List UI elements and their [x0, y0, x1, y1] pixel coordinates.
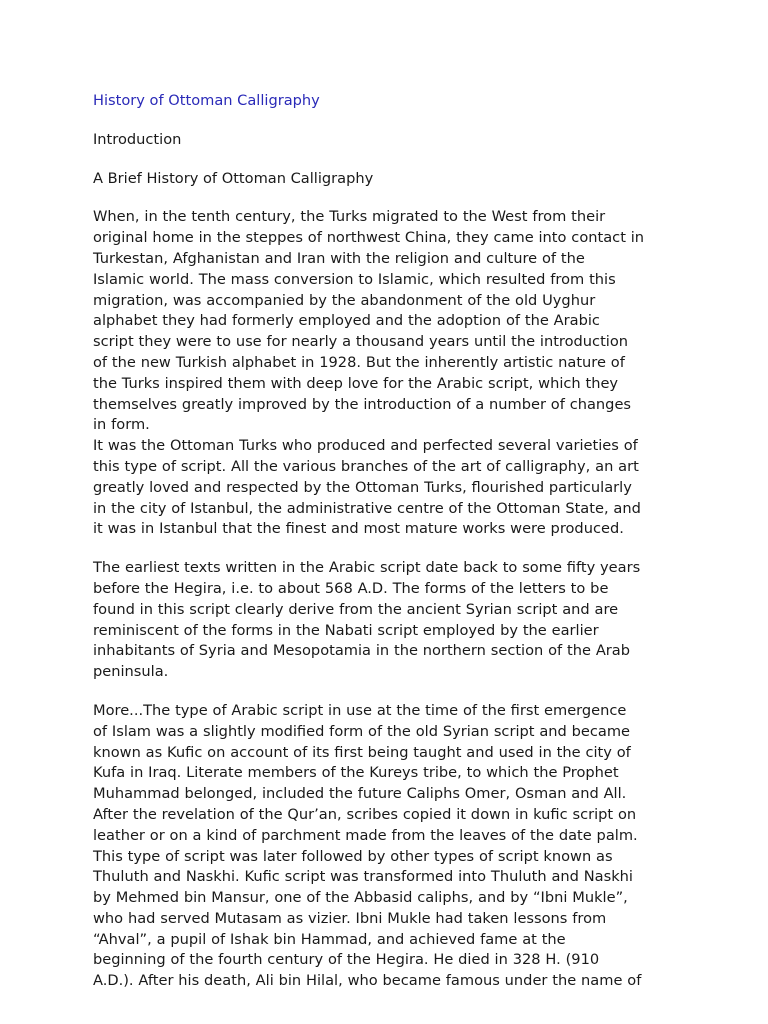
- paragraph-4: More...The type of Arabic script in use at the time of the first emergence of Islam was a slightly modified form of the old Syrian script and became known as Kufic on account of its first being taught and used in the city of Kufa in Iraq. Literate members of the Kureys tribe, to which the Prophet Muhammad belonged, included the future Caliphs Omer, Osman and All. After the revelation of the Qur’an, scribes copied it down in kufic script on leather or on a kind of parchment made from the leaves of the date palm. This type of script was later followed by other types of script known as Thuluth and Naskhi. Kufic script was transformed into Thuluth and Naskhi by Mehmed bin Mansur, one of the Abbasid caliphs, and by “Ibni Mukle”, who had served Mutasam as vizier. Ibni Mukle had taken lessons from “Ahval”, a pupil of Ishak bin Hammad, and achieved fame at the beginning of the fourth century of the Hegira. He died in 328 H. (910 A.D.). After his death, Ali bin Hilal, who became famous under the name of: [93, 701, 642, 990]
- paragraph-1: When, in the tenth century, the Turks migrated to the West from their original home in the steppes of northwest China, they came into contact in Turkestan, Afghanistan and Iran with the religion and culture of the Islamic world. The mass conversion to Islamic, which resulted from this migration, was accompanied by the abandonment of the old Uyghur alphabet they had formerly employed and the adoption of the Arabic script they were to use for nearly a thousand years until the introduction of the new Turkish alphabet in 1928. But the inherently artistic nature of the Turks inspired them with deep love for the Arabic script, which they themselves greatly improved by the introduction of a number of changes in form.: [93, 208, 645, 434]
- paragraph-2: It was the Ottoman Turks who produced and perfected several varieties of this type of script. All the various branches of the art of calligraphy, an art greatly loved and respected by the Ottoman Turks, flourished particularly in the city of Istanbul, the administrative centre of the Ottoman State, and it was in Istanbul that the finest and most mature works were produced.: [93, 437, 641, 538]
- document-title-link[interactable]: History of Ottoman Calligraphy: [93, 92, 320, 109]
- document-subheading: A Brief History of Ottoman Calligraphy: [93, 169, 374, 187]
- paragraph-3: The earliest texts written in the Arabic script date back to some fifty years before the Hegira, i.e. to about 568 A.D. The forms of the letters to be found in this script clearly derive from the ancient Syrian script and are reminiscent of the forms in the Nabati script employed by the earlier inhabitants of Syria and Mesopotamia in the northern section of the Arab peninsula.: [93, 559, 641, 681]
- section-heading: Introduction: [93, 130, 182, 148]
- document-body: [93, 88, 693, 992]
